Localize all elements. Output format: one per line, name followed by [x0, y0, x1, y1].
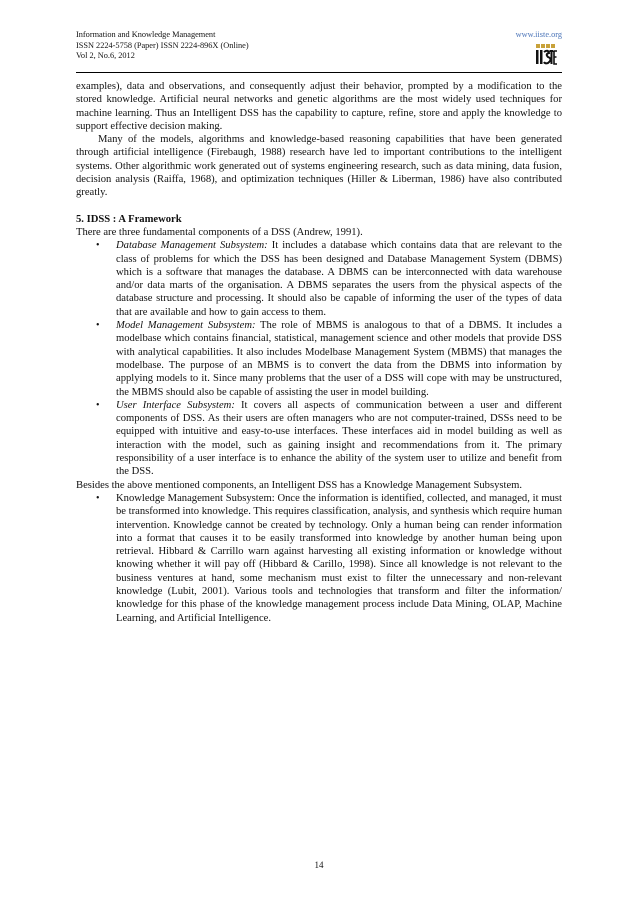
bullet-icon: •: [96, 320, 100, 332]
list-item-title: Database Management Subsystem:: [116, 240, 268, 252]
paragraph-1: examples), data and observations, and consequently adjust their behavior, prompted by a modification to the stored knowledge. Artificial neural networks and genetic algorithms are the most widely used techniques for machine learning. Thus an Intelligent DSS has the capability to capture, refine, store and apply the knowledge to support effective decision making.: [76, 81, 562, 132]
list-item-title: Model Management Subsystem:: [116, 320, 256, 332]
journal-issn: ISSN 2224-5758 (Paper) ISSN 2224-896X (Online): [76, 40, 249, 50]
journal-url-link[interactable]: www.iiste.org: [515, 30, 562, 39]
section-intro: There are three fundamental components of a DSS (Andrew, 1991).: [76, 226, 363, 238]
journal-volume: Vol 2, No.6, 2012: [76, 51, 135, 60]
list-item: [96, 239, 562, 319]
list-item-text: It includes a database which contains data that are relevant to the class of problems for which the DSS has been designed and Database Management System (DBMS) which is a software that manages the database. A DBMS can be interconnected with data warehouse and/or data marts of the organisation. A DBMS separates the users from the physical aspects of the database structure and processing. It should also be capable of informing the user of the types of data that are available and how to gain access to them.: [116, 240, 562, 318]
list-item: [96, 492, 562, 625]
iiste-logo-icon: [534, 43, 558, 67]
km-item-text: Knowledge Management Subsystem: Once the information is identified, collected, and managed, it must be transformed into knowledge. This requires classification, analysis, and synthesis which require human intervention. Knowledge cannot be created by technology. Only a human being can render information into a format that causes it to be easily transformed into knowledge by another human being upon retrieval. Hibbard & Carrillo warn against harvesting all existing information or knowledge without knowing whether it will pay off (Hibbard & Carillo, 1998). Since all knowledge is not relevant to the business ventures at hand, some mechanism must exist to filter the unnecessary and non-relevant knowledge (Lubit, 2001). Various tools and technologies that transform and filter the information/ knowledge for this phase of the knowledge management process include Data Mining, OLAP, Machine Learning, and Artificial Intelligence.: [116, 492, 562, 624]
bullet-icon: •: [96, 240, 100, 252]
list-item-text: The role of MBMS is analogous to that of a DBMS. It includes a modelbase which contains financial, statistical, management science and other models that provide DSS with analytical capabilities. It also includes Modelbase Management System (MBMS) that manages the modelbase. The purpose of an MBMS is to convert the data from the DBMS into information by applying models to it. Since many problems that the user of a DSS will cope with may be unstructured, the MBMS should also be capable of assisting the user in model building.: [116, 320, 562, 398]
list-item: [96, 319, 562, 399]
header-divider: [76, 72, 562, 73]
bullet-icon: •: [96, 492, 100, 504]
bullet-icon: •: [96, 399, 100, 411]
page-body: [76, 80, 562, 625]
list-item-title: User Interface Subsystem:: [116, 399, 235, 411]
page-number: 14: [314, 860, 324, 870]
journal-info: [76, 30, 249, 62]
list-item-text: It covers all aspects of communication between a user and different components of DSS. As their users are often managers who are not computer-trained, DSSs need to be equipped with intuitive and easy-to-use interfaces. These interfaces aid in model building as well as interaction with the model, such as gaining insight and recommendations from it. The primary responsibility of a user interface is to enhance the ability of the system user to utilize and benefit from the DSS.: [116, 399, 562, 478]
journal-name: Information and Knowledge Management: [76, 30, 216, 39]
section-heading: 5. IDSS : A Framework: [76, 213, 182, 225]
paragraph-2: Many of the models, algorithms and knowledge-based reasoning capabilities that have been generated through artificial intelligence (Firebaugh, 1988) research have led to important contributions to the intelligent systems. Other algorithmic work generated out of systems engineering research, such as data mining, data fusion, decision analysis (Raiffa, 1968), and optimization techniques (Hiller & Liberman, 1986) have also contributed greatly.: [76, 134, 562, 199]
page-header: [76, 30, 562, 68]
list-item: [96, 399, 562, 479]
component-list: [76, 239, 562, 478]
km-list: [76, 492, 562, 625]
besides-paragraph: Besides the above mentioned components, an Intelligent DSS has a Knowledge Management Subsystem.: [76, 479, 523, 491]
